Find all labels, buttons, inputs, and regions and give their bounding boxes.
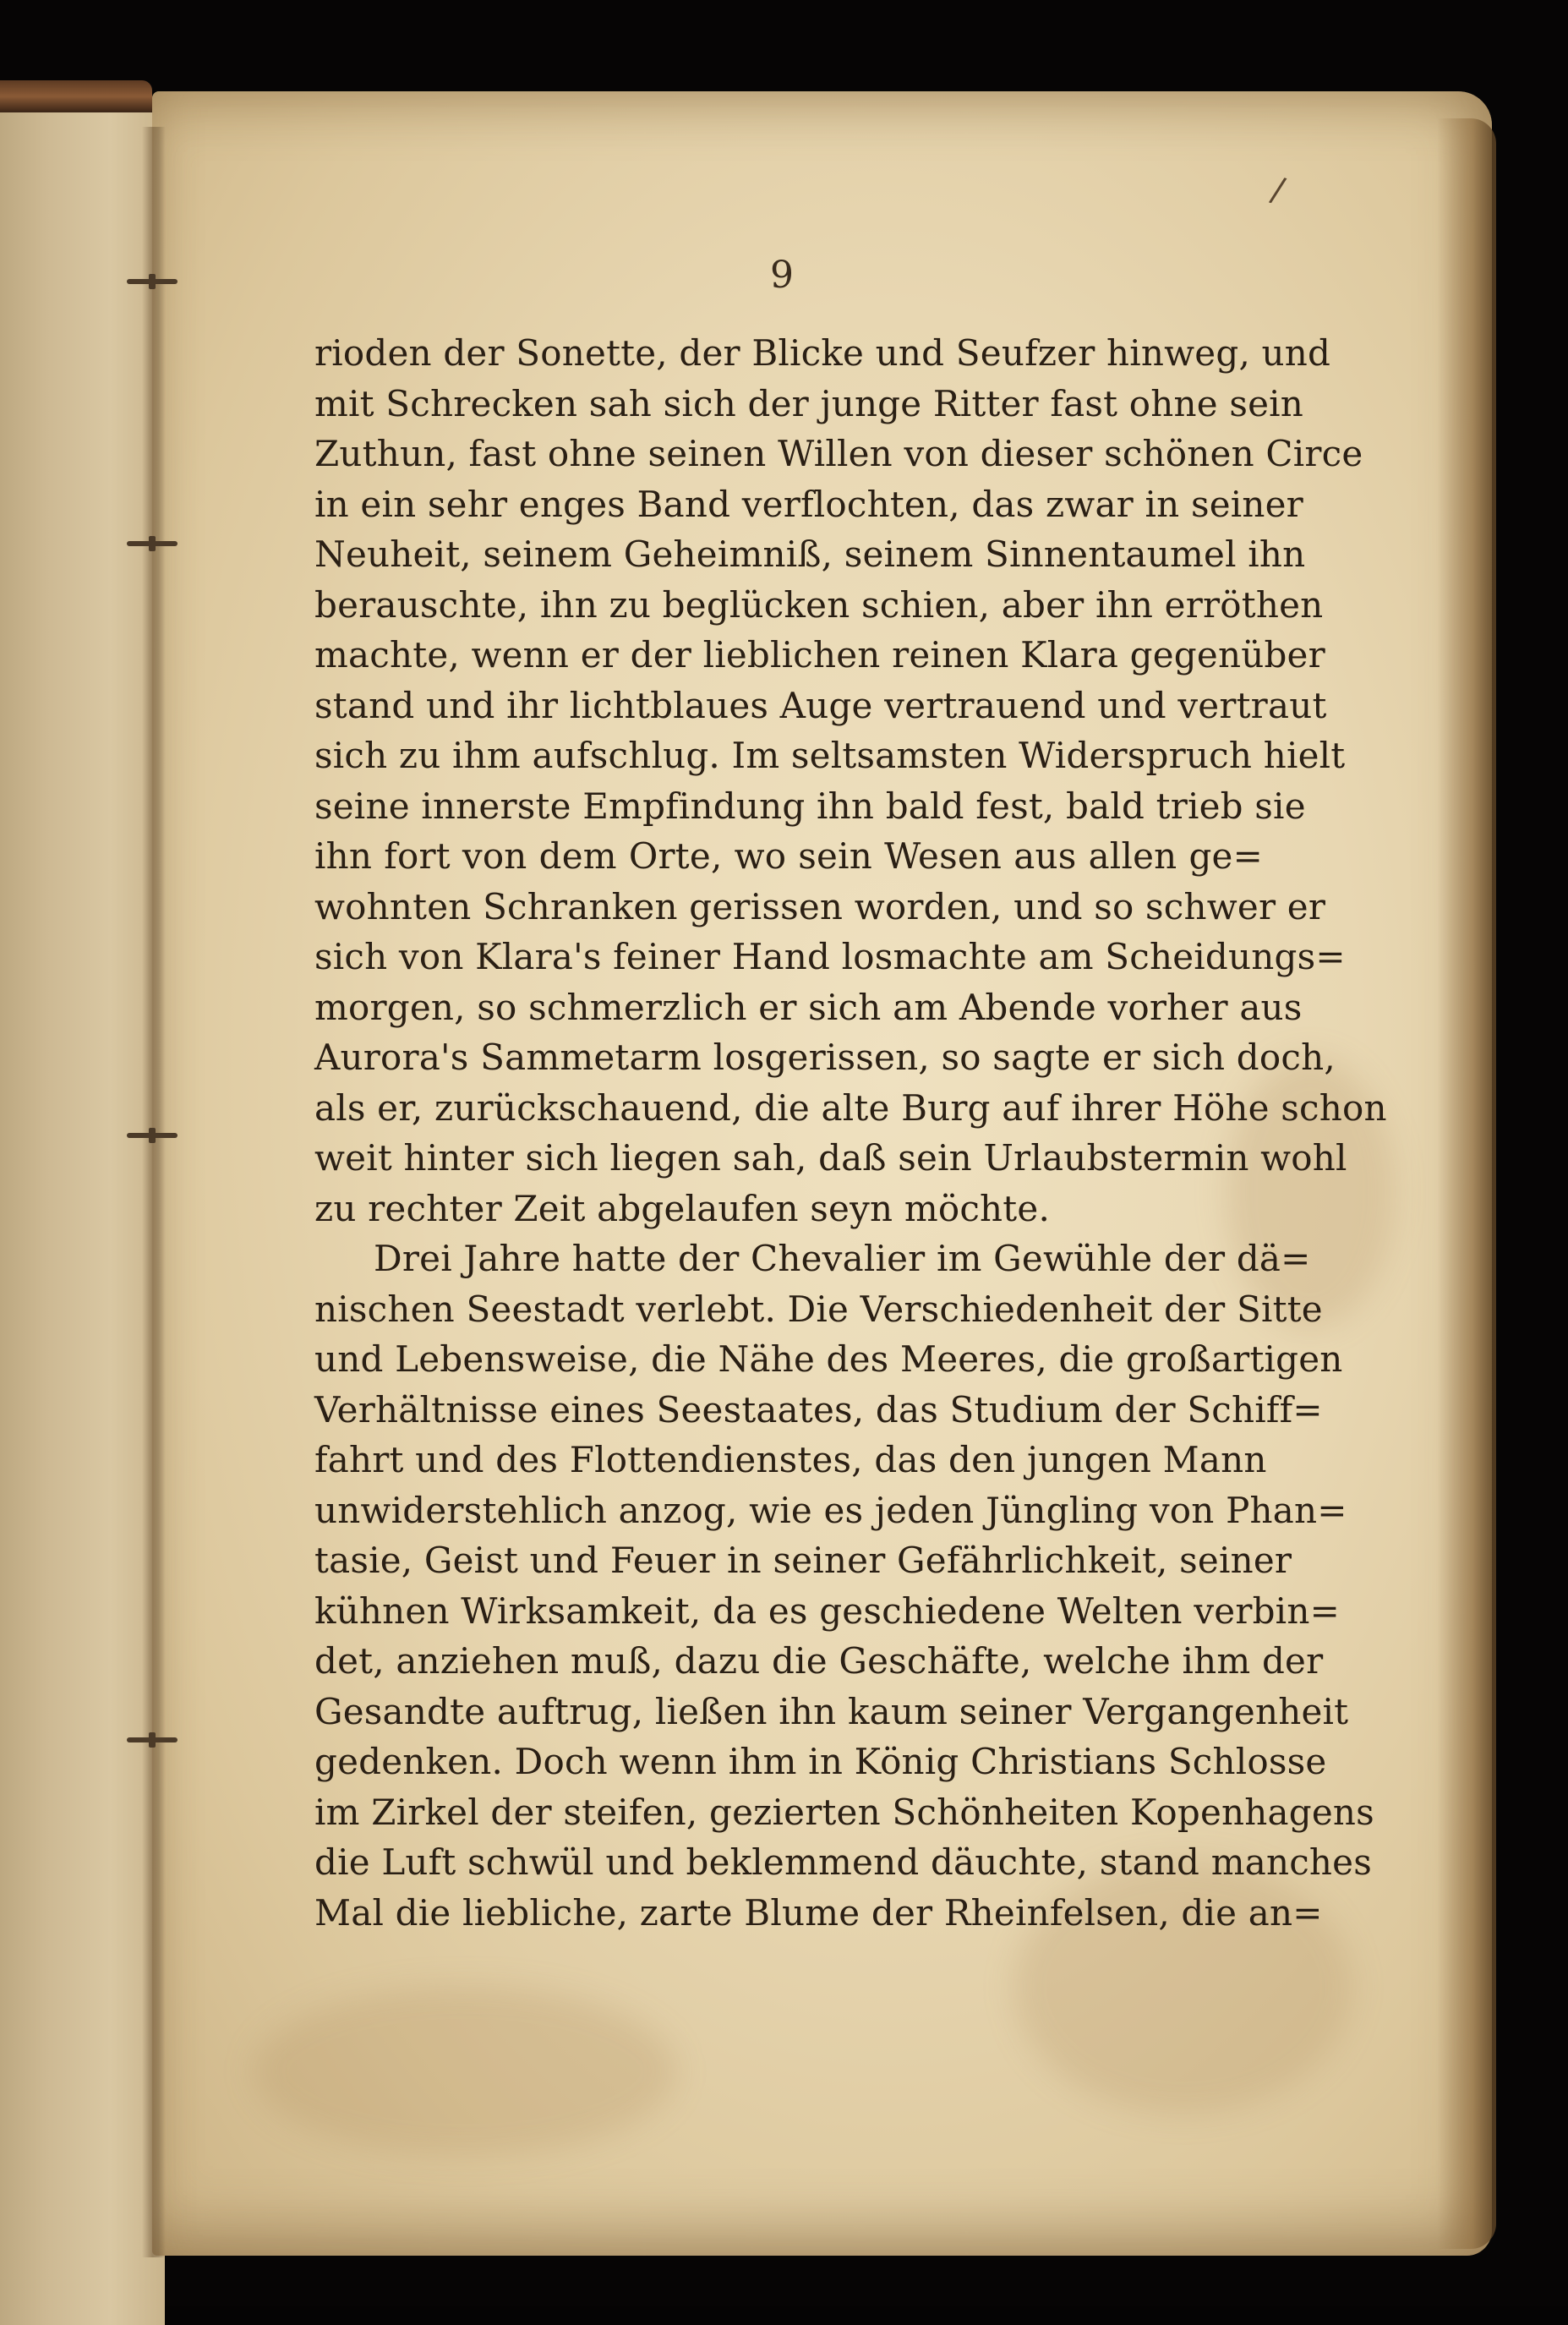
left-page-fragment [0,110,165,2325]
corner-mark: / [1267,170,1289,211]
text-line: Gesandte auftrug, ließen ihn kaum seiner Vergangenheit [314,1690,1349,1732]
text-line: sich zu ihm aufschlug. Im seltsamsten Widerspruch hielt [314,735,1346,776]
paper-stain [254,1987,676,2156]
text-line: ihn fort von dem Orte, wo sein Wesen aus allen ge= [314,835,1263,877]
text-line: fahrt und des Flottendienstes, das den jungen Mann [314,1439,1267,1480]
text-line: weit hinter sich liegen sah, daß sein Urlaubstermin wohl [314,1137,1347,1179]
page-edge-shadow [1437,118,1496,2249]
text-line: im Zirkel der steifen, gezierten Schönheiten Kopenhagens [314,1791,1374,1833]
text-line: seine innerste Empfindung ihn bald fest, bald trieb sie [314,785,1306,827]
text-line: machte, wenn er der lieblichen reinen Klara gegenüber [314,634,1325,676]
body-text [314,328,1387,1938]
text-line: die Luft schwül und beklemmend däuchte, stand manches [314,1841,1372,1883]
book-gutter [142,127,166,2257]
text-line: Verhältnisse eines Seestaates, das Studium der Schiff= [314,1388,1323,1431]
text-line: morgen, so schmerzlich er sich am Abende vorher aus [314,986,1303,1028]
text-line: gedenken. Doch wenn ihm in König Christians Schlosse [314,1741,1327,1782]
text-line: als er, zurückschauend, die alte Burg auf ihrer Höhe schon [314,1086,1387,1129]
text-line: det, anziehen muß, dazu die Geschäfte, welche ihm der [314,1640,1324,1682]
binding-stitch [127,541,178,546]
binding-stitch [127,1737,178,1742]
text-line: Drei Jahre hatte der Chevalier im Gewühle der dä= [374,1238,1311,1279]
text-line: berauschte, ihn zu beglücken schien, aber ihn erröthen [314,583,1324,626]
text-line: zu rechter Zeit abgelaufen seyn möchte. [314,1187,1050,1229]
binding-stitch [127,279,178,284]
text-line: Aurora's Sammetarm losgerissen, so sagte er sich doch, [314,1037,1336,1078]
text-line: mit Schrecken sah sich der junge Ritter fast ohne sein [314,382,1304,424]
text-line: wohnten Schranken gerissen worden, und so schwer er [314,885,1326,927]
book-cover-edge [0,80,152,112]
text-line: rioden der Sonette, der Blicke und Seufzer hinweg, und [314,332,1331,374]
text-line: kühnen Wirksamkeit, da es geschiedene Welten verbin= [314,1589,1340,1632]
text-line: nischen Seestadt verlebt. Die Verschiedenheit der Sitte [314,1288,1323,1330]
text-line: und Lebensweise, die Nähe des Meeres, die großartigen [314,1338,1343,1380]
text-line: unwiderstehlich anzog, wie es jeden Jüngling von Phan= [314,1489,1347,1531]
text-line: Mal die liebliche, zarte Blume der Rheinfelsen, die an= [314,1891,1323,1934]
binding-stitch [127,1133,178,1138]
text-line: stand und ihr lichtblaues Auge vertrauend und vertraut [314,684,1327,726]
text-line: tasie, Geist und Feuer in seiner Gefährlichkeit, seiner [314,1540,1292,1581]
text-line: in ein sehr enges Band verflochten, das zwar in seiner [314,483,1303,525]
text-line: Neuheit, seinem Geheimniß, seinem Sinnentaumel ihn [314,533,1306,575]
page-number: 9 [770,254,794,297]
text-line: sich von Klara's feiner Hand losmachte am Scheidungs= [314,936,1346,977]
text-line: Zuthun, fast ohne seinen Willen von dieser schönen Circe [314,433,1363,474]
